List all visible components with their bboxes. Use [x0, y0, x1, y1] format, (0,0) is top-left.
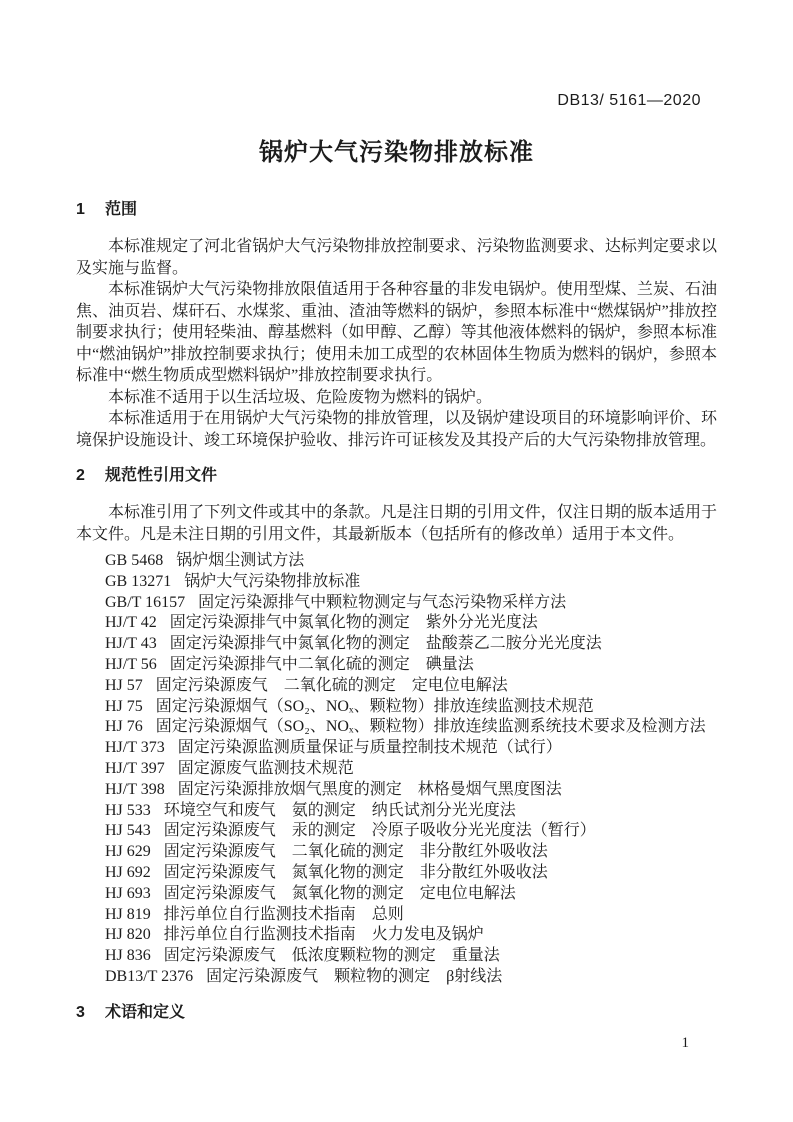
reference-title: 固定污染源监测质量保证与质量控制技术规范（试行）	[177, 739, 562, 757]
reference-code: HJ 692	[105, 863, 151, 881]
reference-item	[105, 738, 717, 759]
reference-item	[105, 821, 717, 842]
reference-item	[105, 676, 717, 697]
reference-item	[105, 863, 717, 884]
section-2-number: 2	[76, 467, 85, 484]
reference-title: 固定污染源废气 二氧化硫的测定 非分散红外吸收法	[163, 843, 548, 861]
section-2-body	[76, 502, 717, 545]
reference-title: 固定污染源废气 氮氧化物的测定 非分散红外吸收法	[163, 863, 548, 881]
reference-code: HJ/T 398	[105, 780, 165, 798]
reference-title: 固定污染源废气 汞的测定 冷原子吸收分光光度法（暂行）	[163, 822, 596, 840]
reference-code: HJ 693	[105, 884, 151, 902]
reference-title: 固定污染源排气中颗粒物测定与气态污染物采样方法	[198, 593, 567, 611]
reference-item	[105, 697, 717, 718]
reference-code: HJ 819	[105, 905, 151, 923]
reference-code: HJ/T 373	[105, 739, 165, 757]
reference-title: 排污单位自行监测技术指南 火力发电及锅炉	[163, 926, 484, 944]
paragraph: 本标准锅炉大气污染物排放限值适用于各种容量的非发电锅炉。使用型煤、兰炭、石油焦、油页岩、煤矸石、水煤浆、重油、渣油等燃料的锅炉，参照本标准中“燃煤锅炉”排放控制要求执行；使用轻柴油、醇基燃料（如甲醇、乙醇）等其他液体燃料的锅炉，参照本标准中“燃油锅炉”排放控制要求执行；使用未加工成型的农林固体生物质为燃料的锅炉，参照本标准中“燃生物质成型燃料锅炉”排放控制要求执行。	[76, 281, 717, 384]
reference-title: 固定污染源烟气（SO₂、NOₓ、颗粒物）排放连续监测技术规范	[155, 697, 594, 715]
reference-title: 固定污染源排气中氮氧化物的测定 盐酸萘乙二胺分光光度法	[169, 635, 602, 653]
reference-code: HJ 543	[105, 822, 151, 840]
reference-item	[105, 655, 717, 676]
paragraph: 本标准引用了下列文件或其中的条款。凡是注日期的引用文件，仅注日期的版本适用于本文件。凡是未注日期的引用文件，其最新版本（包括所有的修改单）适用于本文件。	[76, 504, 717, 543]
paragraph: 本标准不适用于以生活垃圾、危险废物为燃料的锅炉。	[108, 388, 493, 406]
reference-item	[105, 842, 717, 863]
reference-code: HJ 76	[105, 718, 143, 736]
reference-item	[105, 551, 717, 572]
reference-title: 固定污染源排气中氮氧化物的测定 紫外分光光度法	[169, 614, 538, 632]
reference-title: 固定污染源排气中二氧化硫的测定 碘量法	[169, 655, 474, 673]
reference-code: HJ/T 42	[105, 614, 157, 632]
standard-code: DB13/ 5161—2020	[557, 92, 701, 109]
reference-code: GB 13271	[105, 572, 172, 590]
reference-title: 环境空气和废气 氨的测定 纳氏试剂分光光度法	[163, 801, 516, 819]
reference-code: HJ/T 43	[105, 635, 157, 653]
reference-title: 锅炉烟尘测试方法	[176, 552, 305, 569]
reference-item	[105, 780, 717, 801]
reference-code: HJ/T 56	[105, 655, 157, 673]
reference-title: 固定污染源废气 低浓度颗粒物的测定 重量法	[163, 947, 500, 965]
paragraph: 本标准适用于在用锅炉大气污染物的排放管理，以及锅炉建设项目的环境影响评价、环境保护设施设计、竣工环境保护验收、排污许可证核发及其投产后的大气污染物排放管理。	[76, 410, 717, 449]
reference-code: HJ 629	[105, 843, 151, 861]
reference-title: 固定污染源烟气（SO₂、NOₓ、颗粒物）排放连续监测系统技术要求及检测方法	[155, 718, 706, 736]
reference-title: 固定污染源废气 氮氧化物的测定 定电位电解法	[163, 884, 516, 902]
reference-title: 固定污染源废气 二氧化硫的测定 定电位电解法	[155, 676, 508, 694]
section-2-heading	[76, 465, 717, 486]
reference-item	[105, 717, 717, 738]
reference-code: HJ 820	[105, 926, 151, 944]
reference-item	[105, 634, 717, 655]
reference-title: 锅炉大气污染物排放标准	[184, 572, 361, 590]
section-1-number: 1	[76, 201, 85, 218]
section-3-number: 3	[76, 1003, 85, 1021]
reference-item	[105, 801, 717, 822]
reference-item	[105, 925, 717, 946]
reference-title: 排污单位自行监测技术指南 总则	[163, 905, 404, 923]
reference-item	[105, 593, 717, 614]
section-1-body	[76, 236, 717, 451]
references-list	[76, 551, 717, 988]
reference-item	[105, 884, 717, 905]
section-1-heading	[76, 199, 717, 220]
reference-item	[105, 572, 717, 593]
reference-code: HJ 57	[105, 676, 143, 694]
reference-title: 固定污染源废气 颗粒物的测定 β射线法	[206, 967, 503, 985]
reference-item	[105, 946, 717, 967]
reference-code: HJ 75	[105, 697, 143, 715]
section-1-title: 范围	[105, 201, 138, 218]
reference-item	[105, 759, 717, 780]
reference-code: HJ/T 397	[105, 759, 165, 777]
reference-code: GB/T 16157	[105, 593, 186, 611]
reference-item	[105, 905, 717, 926]
reference-code: GB 5468	[105, 552, 164, 569]
reference-item	[105, 967, 717, 988]
section-2-title: 规范性引用文件	[105, 467, 218, 484]
section-3-heading	[76, 1002, 717, 1023]
reference-title: 固定源废气监测技术规范	[177, 759, 354, 777]
reference-code: HJ 533	[105, 801, 151, 819]
page-number: 1	[681, 1034, 689, 1051]
paragraph: 本标准规定了河北省锅炉大气污染物排放控制要求、污染物监测要求、达标判定要求以及实施与监督。	[76, 238, 717, 277]
reference-code: HJ 836	[105, 947, 151, 965]
reference-title: 固定污染源排放烟气黑度的测定 林格曼烟气黑度图法	[177, 780, 562, 798]
document-title: 锅炉大气污染物排放标准	[259, 139, 534, 166]
reference-item	[105, 613, 717, 634]
reference-code: DB13/T 2376	[105, 967, 194, 985]
section-3-title: 术语和定义	[105, 1003, 186, 1021]
